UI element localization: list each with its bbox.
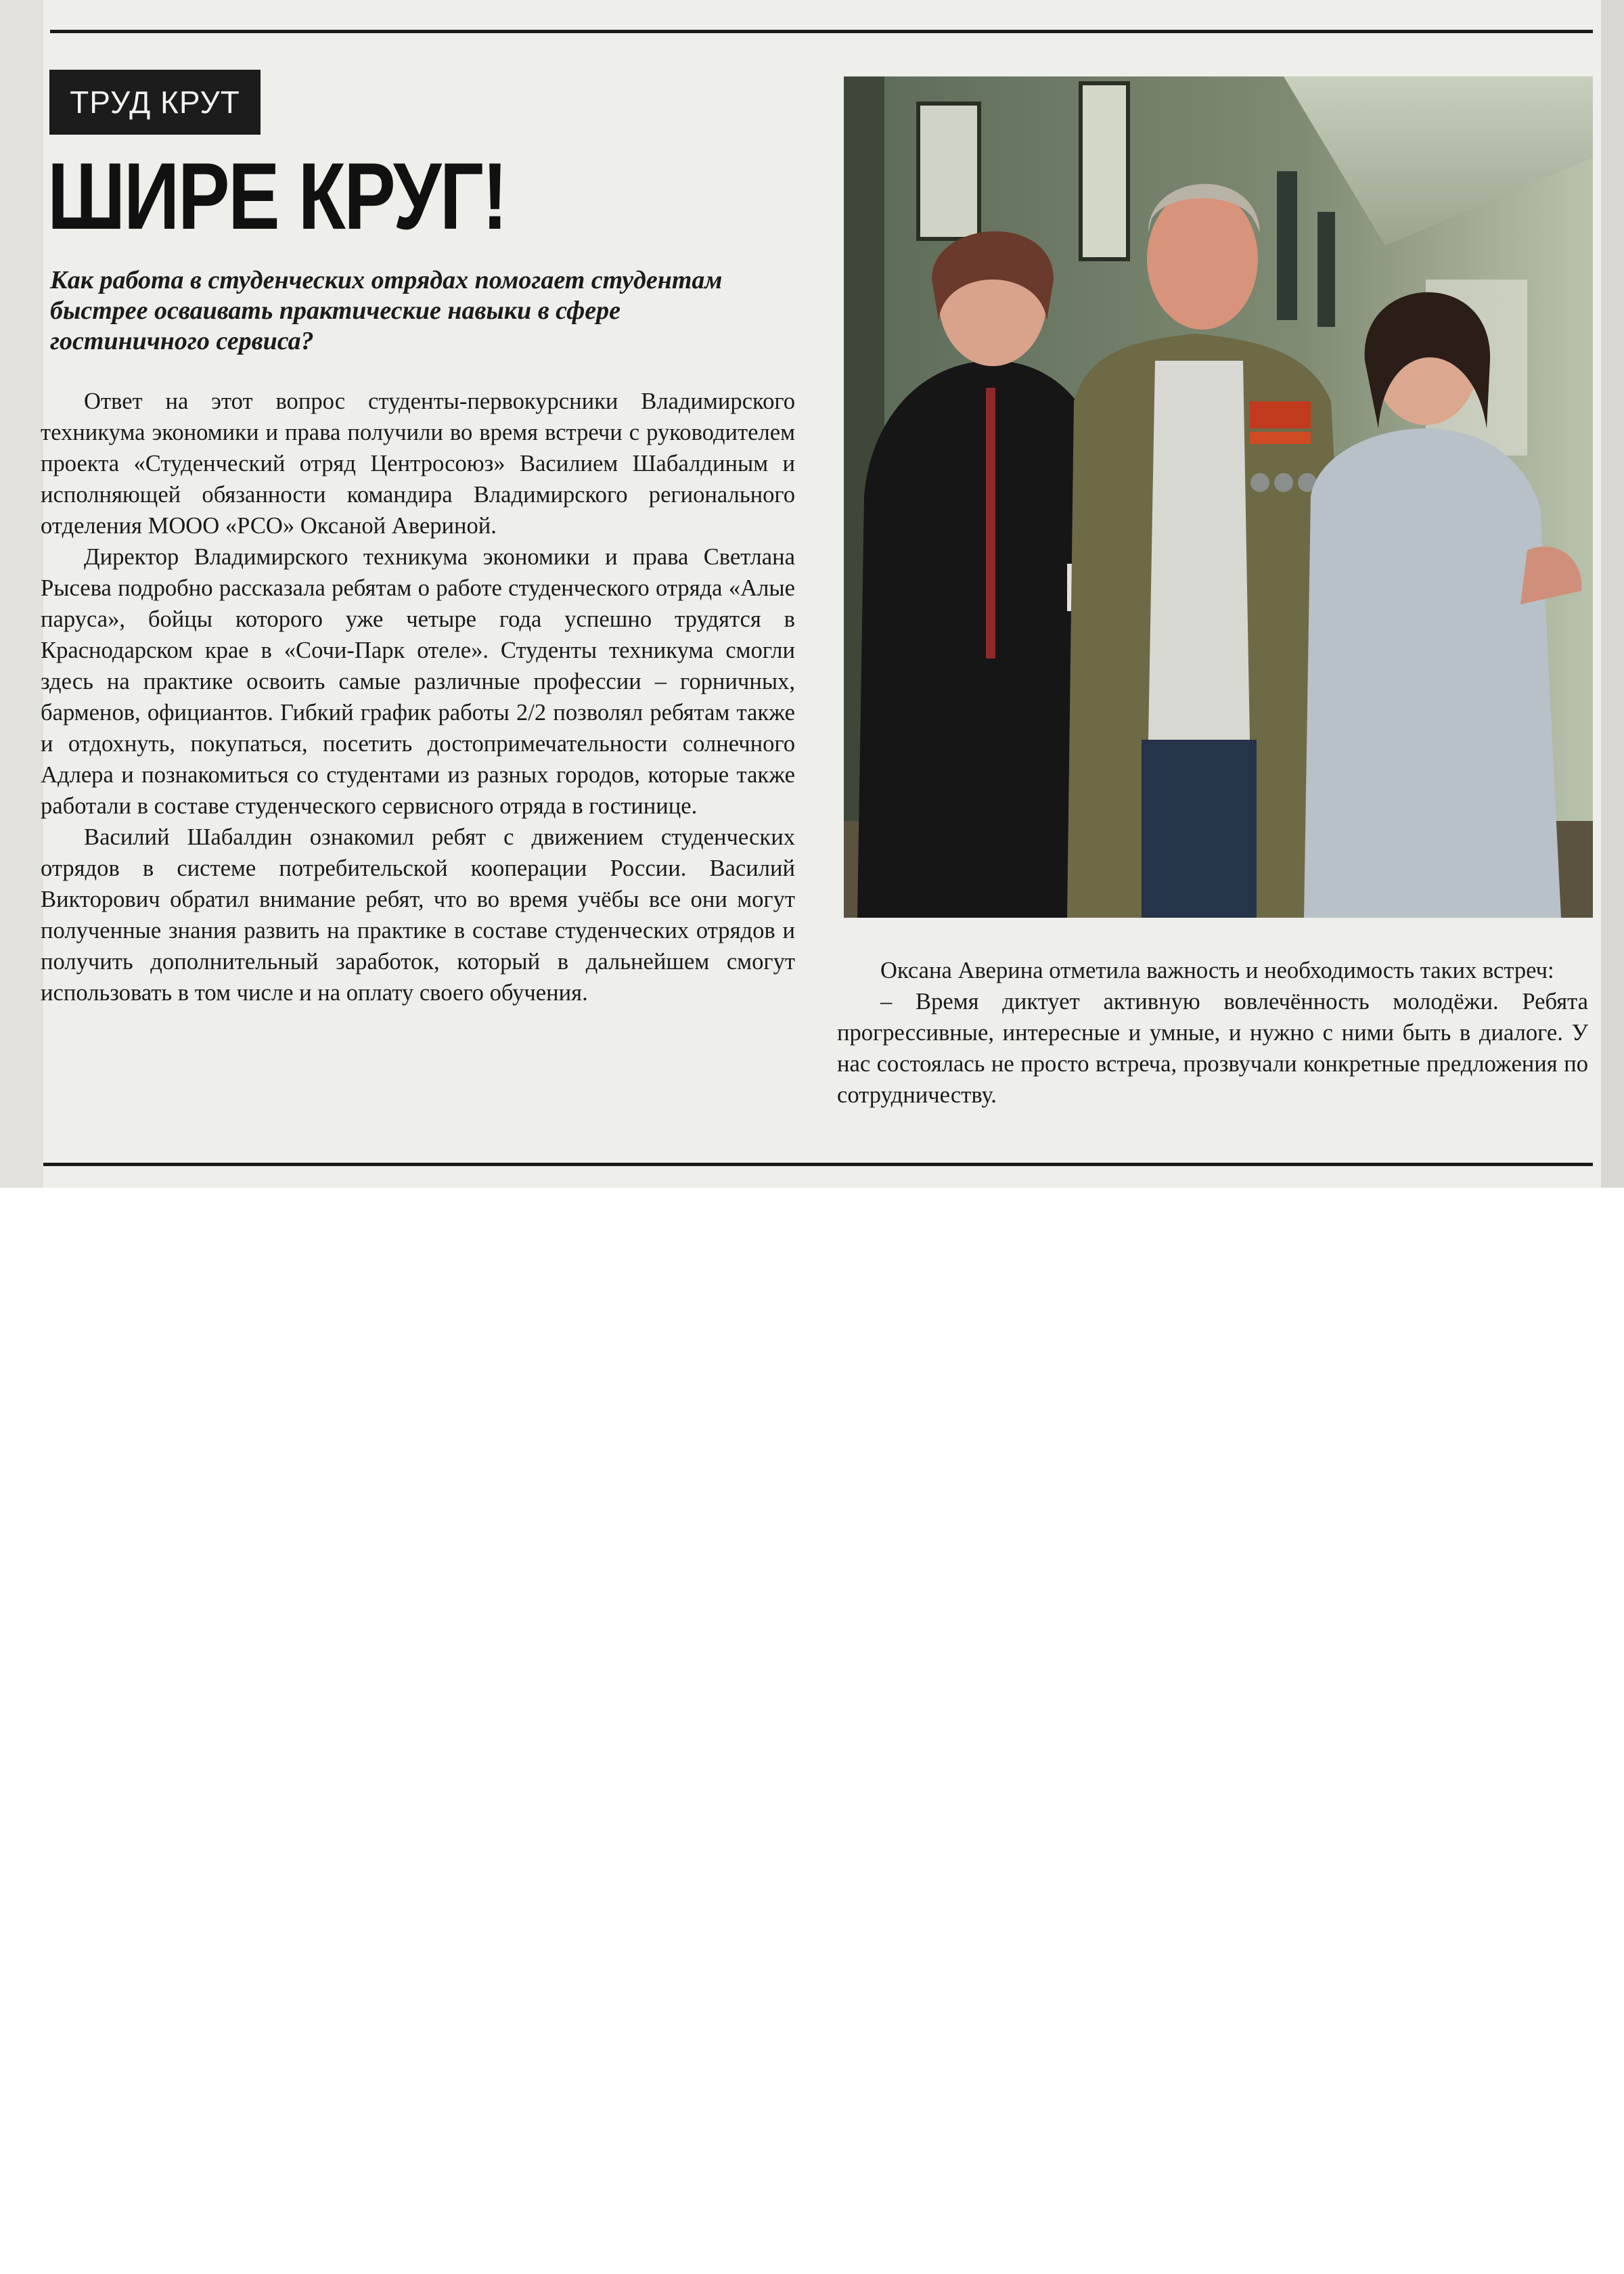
headline: ШИРЕ КРУГ! <box>47 143 507 249</box>
photo-illustration <box>844 76 1593 918</box>
lead-paragraph: Как работа в студенческих отрядах помогает студентам быстрее осваивать практические навыки в сфере гостиничного сервиса? <box>50 266 723 355</box>
rubric-label: ТРУД КРУТ <box>49 70 261 135</box>
article-body <box>41 386 795 1008</box>
adjacent-page-edge <box>1601 0 1624 1188</box>
body-paragraph: Директор Владимирского техникума экономики и права Светлана Рысева подробно рассказала ребятам о работе студенческого отряда «Алые паруса», бойцы которого уже четыре года успешно трудятся в Краснодарском крае в «Сочи-Парк отеле». Студенты техникума смогли здесь на практике освоить самые различные профессии – горничных, барменов, официантов. Гибкий график работы 2/2 позволял ребятам также и отдохнуть, покупаться, посетить достопримечательности солнечного Адлера и познакомиться со студентами из разных городов, которые также работали в составе студенческого сервисного отряда в гостинице. <box>41 544 795 819</box>
adjacent-column-fragment <box>0 0 43 1188</box>
body-paragraph: Оксана Аверина отметила важность и необходимость таких встреч: <box>880 958 1554 983</box>
body-paragraph: Ответ на этот вопрос студенты-первокурсники Владимирского техникума экономики и права получили во время встречи с руководителем проекта «Студенческий отряд Центросоюз» Василием Шабалдиным и исполняющей обязанности командира Владимирского регионального отделения МООО «РСО» Оксаной Авериной. <box>41 388 795 539</box>
top-rule <box>50 30 1593 33</box>
article-continuation <box>837 955 1588 1111</box>
article-photo <box>844 76 1593 918</box>
bottom-rule <box>43 1163 1593 1166</box>
body-paragraph: Василий Шабалдин ознакомил ребят с движением студенческих отрядов в системе потребительской кооперации России. Василий Викторович обратил внимание ребят, что во время учёбы все они могут полученные знания развить на практике в составе студенческих отрядов и получить дополнительный заработок, который в дальнейшем смогут использовать в том числе и на оплату своего обучения. <box>41 824 795 1006</box>
quote-paragraph: – Время диктует активную вовлечённость молодёжи. Ребята прогрессивные, интересные и умные, и нужно с ними быть в диалоге. У нас состоялась не просто встреча, прозвучали конкретные предложения по сотрудничеству. <box>837 989 1588 1108</box>
